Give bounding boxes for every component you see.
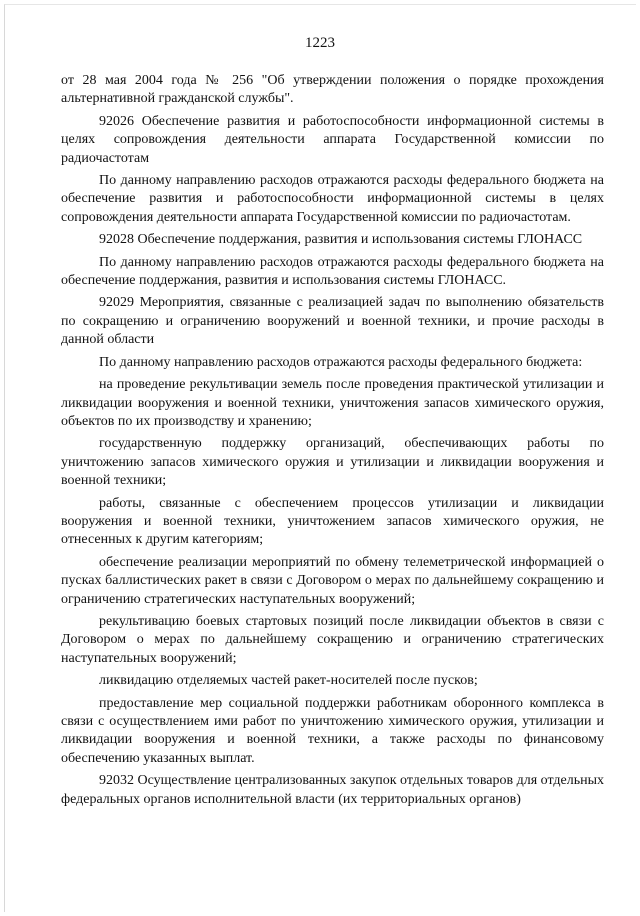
code-heading-92026: 92026 Обеспечение развития и работоспособности информационной системы в целях сопровождения деятельности аппарата Государственной комиссии по радиочастотам — [61, 113, 604, 166]
code-heading-92032: 92032 Осуществление централизованных закупок отдельных товаров для отдельных федеральных органов исполнительной власти (их территориальных органов) — [61, 773, 605, 807]
list-item: работы, связанные с обеспечением процессов утилизации и ликвидации вооружения и военной техники, уничтожением запасов химического оружия, не отнесенных к другим категориям; — [61, 495, 604, 548]
list-item: государственную поддержку организаций, обеспечивающих работы по уничтожению запасов химического оружия и утилизации и ликвидации вооружения и военной техники; — [61, 436, 604, 489]
code-heading-92029: 92029 Мероприятия, связанные с реализацией задач по выполнению обязательств по сокращению и ограничению вооружений и военной техники, и прочие расходы в данной области — [61, 295, 604, 348]
list-item: обеспечение реализации мероприятий по обмену телеметрической информацией о пусках баллистических ракет в связи с Договором о мерах по дальнейшему сокращению и ограничению стратегических наступательных вооружений; — [61, 554, 604, 607]
paragraph-92029-intro: По данному направлению расходов отражаются расходы федерального бюджета: — [99, 354, 583, 370]
code-heading-92028: 92028 Обеспечение поддержания, развития и использования системы ГЛОНАСС — [99, 232, 583, 248]
paragraph-92026-description: По данному направлению расходов отражаются расходы федерального бюджета на обеспечение развития и работоспособности информационной системы в целях сопровождения деятельности аппарата Государственной комиссии по радиочастотам. — [61, 173, 604, 225]
paragraph-92028-description: По данному направлению расходов отражаются расходы федерального бюджета на обеспечение поддержания, развития и использования системы ГЛОНАСС. — [61, 254, 604, 289]
list-item: ликвидацию отделяемых частей ракет-носителей после пусков; — [99, 673, 478, 689]
document-body — [61, 72, 604, 813]
paragraph-continuation: от 28 мая 2004 года № 256 "Об утверждении положения о порядке прохождения альтернативной гражданской службы". — [61, 73, 604, 107]
list-item: рекультивацию боевых стартовых позиций после ликвидации объектов в связи с Договором о мерах по дальнейшему сокращению и ограничению стратегических наступательных вооружений; — [61, 613, 604, 666]
list-item: предоставление мер социальной поддержки работникам оборонного комплекса в связи с осуществлением ими работ по уничтожению химического оружия, утилизации и ликвидации вооружения и военной техники, а также расходы по финансовому обеспечению указанных выплат. — [61, 695, 604, 766]
page-number: 1223 — [305, 35, 335, 51]
list-item: на проведение рекультивации земель после проведения практической утилизации и ликвидации вооружения и военной техники, уничтожения запасов химического оружия, объектов по их производству и хранению; — [61, 377, 604, 429]
